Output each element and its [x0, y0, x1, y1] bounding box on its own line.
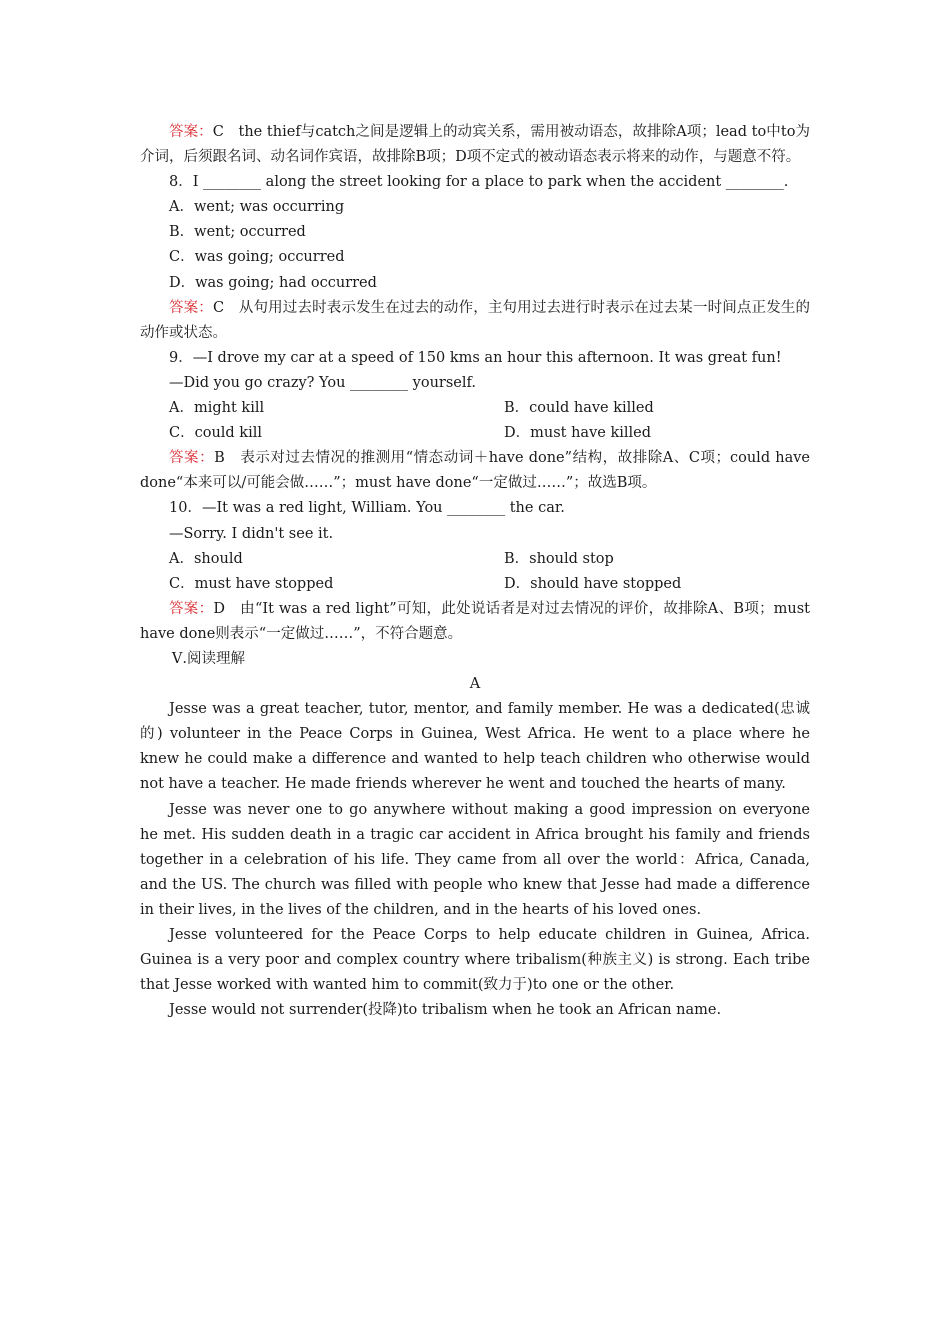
- q10-option-c: C．must have stopped: [169, 575, 334, 592]
- answer-label: 答案：: [169, 450, 215, 467]
- answer-explanation: C the thief与catch之间是逻辑上的动宾关系，需用被动语态，故排除A项；lead to中to为介词，后须跟名词、动名词作宾语，故排除B项；D项不定式的被动语态表示将来的动作，与题意不符。: [140, 124, 811, 166]
- passage-label: A: [469, 676, 481, 693]
- answer-label: 答案：: [169, 299, 213, 316]
- passage-paragraph-1: Jesse was a great teacher, tutor, mentor, and family member. He was a dedicated(忠诚的) volunteer in the Peace Corps in Guinea, West Africa. He went to a place where he knew he could make a difference and wanted to help teach children who otherwise would not have a teacher. He made friends wherever he went and touched the hearts of many.: [140, 701, 810, 793]
- q9-option-a: A．might kill: [169, 400, 265, 417]
- answer-explanation: D 由“It was a red light”可知，此处说话者是对过去情况的评价，故排除A、B项；must have done则表示“一定做过……”，不符合题意。: [140, 600, 811, 642]
- passage-paragraph-4: Jesse would not surrender(投降)to tribalism when he took an African name.: [169, 1002, 722, 1019]
- answer-explanation: B 表示对过去情况的推测用“情态动词＋have done”结构，故排除A、C项；could have done“本来可以/可能会做……”；must have done“一定做过……”；故选B项。: [140, 450, 810, 492]
- q8-option-d: D．was going; had occurred: [169, 274, 377, 291]
- q9-dialog-line: —Did you go crazy? You ________ yourself.: [169, 374, 476, 391]
- q9-answer: [140, 446, 810, 496]
- q9-option-b: B．could have killed: [504, 400, 654, 417]
- answer-explanation: C 从句用过去时表示发生在过去的动作，主句用过去进行时表示在过去某一时间点正发生的动作或状态。: [140, 299, 811, 341]
- q8-answer: [140, 296, 810, 346]
- q7-answer: [140, 120, 810, 170]
- q10-options-row-2: [140, 572, 810, 597]
- passage-paragraph-3: Jesse volunteered for the Peace Corps to help educate children in Guinea, Africa. Guinea is a very poor and complex country where tribalism(种族主义) is strong. Each tribe that Jesse worked with wanted him to commit(致力于)to one or the other.: [140, 927, 810, 994]
- section-heading: Ⅴ.阅读理解: [171, 650, 245, 667]
- passage-paragraph-2: Jesse was never one to go anywhere without making a good impression on everyone he met. His sudden death in a tragic car accident in Africa brought his family and friends together in a celebration of his life. They came from all over the world：Africa, Canada, and the US. The church was filled with people who knew that Jesse had made a difference in their lives, in the lives of the children, and in the hearts of his loved ones.: [140, 801, 810, 918]
- q8-option-c: C．was going; occurred: [169, 249, 345, 266]
- q8-option-b: B．went; occurred: [169, 224, 306, 241]
- q10-options-row-1: [140, 547, 810, 572]
- q9-option-c: C．could kill: [169, 425, 263, 442]
- q10-stem: 10．—It was a red light, William. You ________ the car.: [169, 500, 565, 517]
- q10-option-b: B．should stop: [504, 550, 614, 567]
- q10-dialog-line: —Sorry. I didn't see it.: [169, 525, 334, 542]
- q9-option-d: D．must have killed: [504, 425, 652, 442]
- answer-label: 答案：: [169, 124, 213, 140]
- q10-option-a: A．should: [169, 550, 243, 567]
- q10-answer: [140, 597, 810, 647]
- document-page: [140, 120, 810, 1023]
- q8-option-a: A．went; was occurring: [169, 199, 345, 216]
- q8-stem: 8．I ________ along the street looking for a place to park when the accident ________.: [169, 174, 789, 191]
- q10-option-d: D．should have stopped: [504, 575, 682, 592]
- q9-stem: 9．—I drove my car at a speed of 150 kms an hour this afternoon. It was great fun!: [169, 349, 782, 366]
- q9-options-row-1: [140, 396, 810, 421]
- answer-label: 答案：: [169, 600, 214, 617]
- q9-options-row-2: [140, 421, 810, 446]
